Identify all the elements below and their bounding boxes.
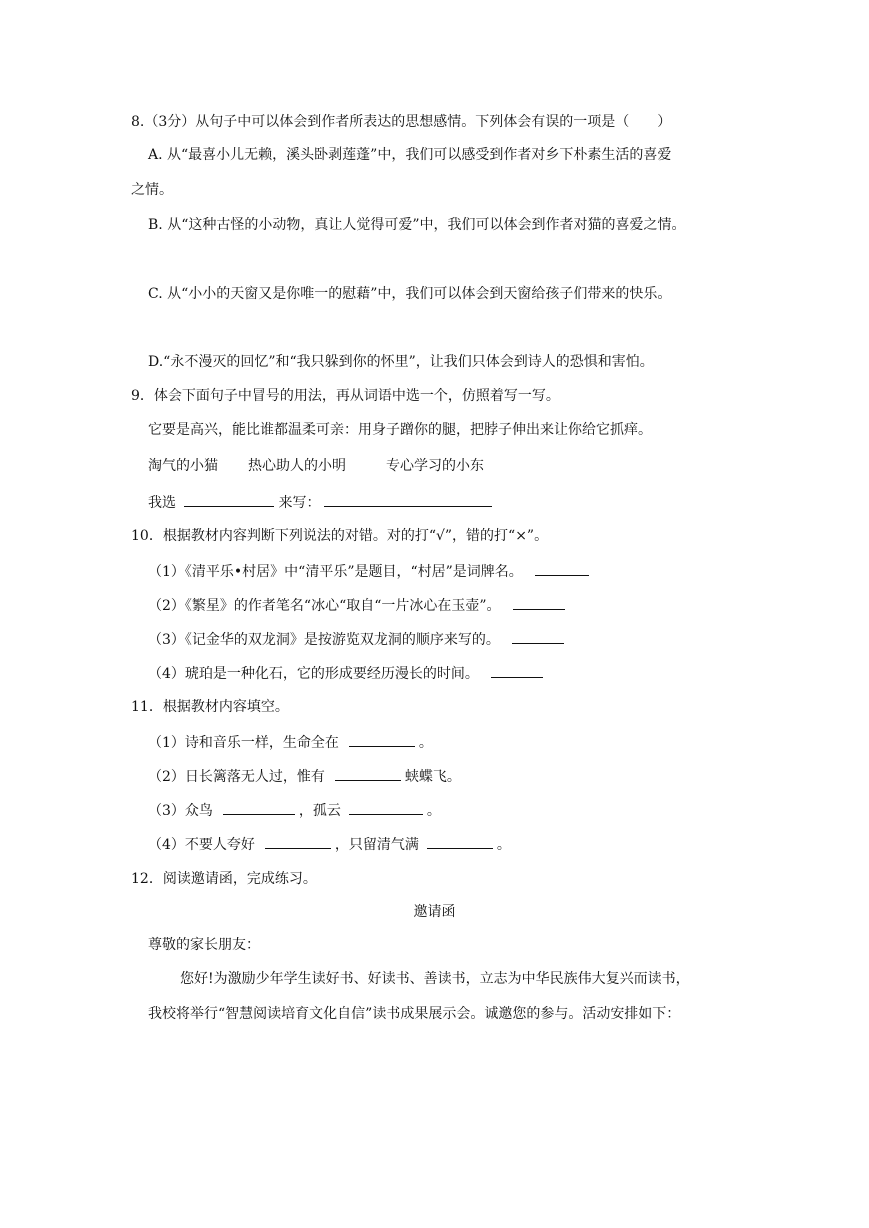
question-11-item-1 xyxy=(148,732,433,753)
question-11-item-2 xyxy=(148,766,461,787)
question-8-option-b: B. 从“这种古怪的小动物，真让人觉得可爱”中，我们可以体会到作者对猫的喜爱之情。 xyxy=(148,217,686,233)
option-word: 淘气的小猫 xyxy=(148,458,218,474)
question-10-item xyxy=(148,595,569,616)
item-text: （3）《记金华的双龙洞》是按游览双龙洞的顺序来写的。 xyxy=(148,632,500,648)
item-text: 。 xyxy=(418,735,433,751)
fill-blank[interactable] xyxy=(223,800,295,815)
option-word: 热心助人的小明 xyxy=(248,458,346,474)
item-text: 。 xyxy=(496,837,511,853)
fill-blank[interactable] xyxy=(349,800,423,815)
question-12-stem: 12．阅读邀请函，完成练习。 xyxy=(131,871,317,887)
question-9-stem: 9．体会下面句子中冒号的用法，再从词语中选一个，仿照着写一写。 xyxy=(131,388,560,404)
question-11-item-4 xyxy=(148,834,511,855)
question-9-options xyxy=(148,456,484,476)
write-label: 来写： xyxy=(278,495,321,511)
invitation-title: 邀请函 xyxy=(413,904,456,920)
invitation-body-line: 我校将举行“智慧阅读培育文化自信”读书成果展示会。诚邀您的参与。活动安排如下： xyxy=(148,1006,681,1022)
option-word: 专心学习的小东 xyxy=(386,458,484,474)
choose-blank[interactable] xyxy=(184,492,274,507)
item-text: （1）诗和音乐一样，生命全在 xyxy=(148,735,339,751)
invitation-body-line: 您好!为激励少年学生读好书、好读书、善读书，立志为中华民族伟大复兴而读书， xyxy=(180,971,690,987)
question-8-option-a-cont: 之情。 xyxy=(131,182,173,198)
question-8-option-d: D.“永不漫灭的回忆”和“我只躲到你的怀里”，让我们只体会到诗人的恐惧和害怕。 xyxy=(148,354,654,370)
question-8-option-a: A. 从“最喜小儿无赖，溪头卧剥莲蓬”中，我们可以感受到作者对乡下朴素生活的喜爱 xyxy=(148,147,672,163)
question-10-item xyxy=(148,629,568,650)
item-text: （1）《清平乐•村居》中“清平乐”是题目，“村居”是词牌名。 xyxy=(148,564,523,580)
fill-blank[interactable] xyxy=(335,766,401,781)
item-text: （4）不要人夸好 xyxy=(148,837,255,853)
item-text: 。 xyxy=(426,803,441,819)
fill-blank[interactable] xyxy=(427,834,493,849)
item-text: ，只留清气满 xyxy=(334,837,419,853)
question-11-stem: 11．根据教材内容填空。 xyxy=(131,699,289,715)
write-blank[interactable] xyxy=(324,492,492,507)
question-9-answer-line xyxy=(148,492,496,513)
item-text: 蛱蝶飞。 xyxy=(404,769,461,785)
question-10-item xyxy=(148,663,547,684)
item-text: （2）《繁星》的作者笔名“冰心“取自“一片冰心在玉壶”。 xyxy=(148,598,501,614)
item-text: （3）众鸟 xyxy=(148,803,213,819)
answer-blank[interactable] xyxy=(491,663,543,678)
answer-blank[interactable] xyxy=(513,595,565,610)
question-10-item xyxy=(148,561,593,582)
question-8-stem: 8.（3分）从句子中可以体会到作者所表达的思想感情。下列体会有误的一项是（ ） xyxy=(131,114,672,130)
answer-blank[interactable] xyxy=(512,629,564,644)
item-text: ，孤云 xyxy=(298,803,341,819)
item-text: （2）日长篱落无人过，惟有 xyxy=(148,769,325,785)
invitation-greeting: 尊敬的家长朋友： xyxy=(148,937,260,953)
fill-blank[interactable] xyxy=(349,732,415,747)
fill-blank[interactable] xyxy=(265,834,331,849)
question-8-option-c: C. 从“小小的天窗又是你唯一的慰藉”中，我们可以体会到天窗给孩子们带来的快乐。 xyxy=(148,286,672,302)
question-9-sentence: 它要是高兴，能比谁都温柔可亲：用身子蹭你的腿，把脖子伸出来让你给它抓痒。 xyxy=(148,422,652,438)
question-10-stem: 10．根据教材内容判断下列说法的对错。对的打“√”，错的打“×”。 xyxy=(131,528,549,544)
item-text: （4）琥珀是一种化石，它的形成要经历漫长的时间。 xyxy=(148,666,479,682)
answer-blank[interactable] xyxy=(535,561,589,576)
choose-label: 我选 xyxy=(148,495,176,511)
question-11-item-3 xyxy=(148,800,441,821)
